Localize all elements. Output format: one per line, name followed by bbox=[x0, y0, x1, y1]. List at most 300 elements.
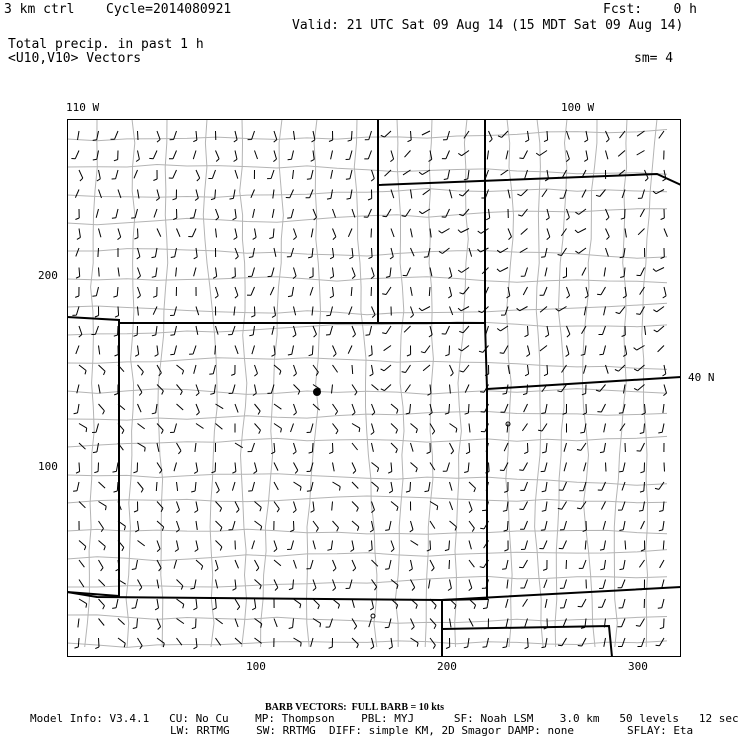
wind-barb bbox=[523, 287, 527, 295]
wind-barb bbox=[333, 209, 336, 218]
wind-barb bbox=[294, 385, 300, 395]
wind-barb bbox=[411, 580, 415, 591]
wind-barb bbox=[272, 209, 274, 218]
wind-barb bbox=[153, 307, 157, 315]
wind-barb bbox=[309, 268, 313, 278]
wind-barb bbox=[615, 365, 625, 371]
wind-barb bbox=[288, 346, 294, 356]
wind-barb bbox=[99, 365, 106, 375]
wind-barb bbox=[99, 580, 105, 586]
wind-barb bbox=[311, 229, 313, 238]
wind-barb bbox=[351, 287, 352, 296]
wind-barb bbox=[645, 170, 649, 181]
wind-barb bbox=[403, 170, 411, 175]
wind-barb bbox=[274, 404, 281, 409]
wind-barb bbox=[600, 560, 605, 570]
wind-barb bbox=[333, 229, 336, 240]
wind-barb bbox=[503, 385, 509, 395]
wind-barb bbox=[97, 170, 100, 181]
wind-barb bbox=[313, 580, 316, 591]
wind-barb bbox=[427, 443, 431, 454]
wind-barb bbox=[307, 424, 313, 433]
wind-barb bbox=[578, 599, 586, 607]
wind-barb bbox=[255, 502, 262, 512]
wind-barb bbox=[251, 307, 255, 318]
county-line bbox=[535, 119, 544, 647]
wind-barb bbox=[326, 307, 332, 316]
wind-barb bbox=[74, 404, 79, 414]
wind-barb bbox=[194, 268, 196, 277]
wind-barb bbox=[448, 580, 451, 591]
wind-barb bbox=[449, 560, 450, 569]
wind-barb bbox=[620, 560, 626, 570]
wind-barb bbox=[294, 482, 302, 491]
wind-barb bbox=[231, 365, 235, 375]
wind-barb bbox=[174, 560, 177, 569]
county-line bbox=[67, 641, 667, 648]
wind-barb bbox=[235, 170, 238, 179]
wind-barb bbox=[519, 560, 527, 568]
wind-barb bbox=[460, 365, 469, 372]
wind-barb bbox=[132, 599, 138, 608]
wind-barb bbox=[352, 560, 356, 571]
wind-barb bbox=[598, 599, 605, 607]
wind-barb bbox=[294, 463, 298, 474]
wind-barb bbox=[209, 365, 215, 374]
wind-barb bbox=[371, 229, 372, 238]
wind-barb bbox=[504, 521, 508, 531]
wind-barb bbox=[112, 599, 118, 608]
wind-barb bbox=[274, 463, 278, 471]
wind-barb bbox=[330, 248, 334, 259]
wind-barb bbox=[255, 424, 261, 434]
wind-barb bbox=[450, 521, 457, 531]
wind-barb bbox=[408, 131, 412, 142]
wind-barb bbox=[138, 443, 146, 452]
wind-barb bbox=[138, 638, 143, 649]
wind-barb bbox=[308, 248, 313, 258]
wind-barb bbox=[519, 463, 527, 471]
wind-barb bbox=[423, 365, 430, 371]
wind-barb bbox=[542, 482, 547, 492]
wind-barb bbox=[445, 346, 449, 356]
wind-barb bbox=[391, 541, 394, 552]
lon-label-110w: 110 W bbox=[66, 101, 100, 114]
wind-barb bbox=[385, 560, 391, 569]
wind-barb bbox=[637, 268, 645, 276]
wind-barb bbox=[210, 385, 215, 395]
wind-barb bbox=[352, 404, 355, 415]
wind-barb bbox=[95, 307, 99, 318]
wind-barb bbox=[519, 151, 527, 159]
wind-barb bbox=[498, 131, 508, 137]
wind-barb bbox=[234, 131, 237, 142]
wind-barb bbox=[544, 365, 548, 376]
wind-barb bbox=[134, 502, 138, 513]
wind-barb bbox=[352, 424, 360, 433]
wind-barb bbox=[99, 346, 100, 355]
wind-barb bbox=[252, 599, 256, 610]
wind-barb bbox=[352, 385, 357, 396]
wind-barb bbox=[372, 443, 374, 452]
wind-barb bbox=[333, 580, 336, 591]
wind-barb bbox=[273, 151, 276, 162]
wind-barb bbox=[421, 346, 430, 353]
wind-barb bbox=[294, 307, 296, 316]
wind-barb bbox=[79, 502, 85, 508]
wind-barb bbox=[501, 404, 509, 412]
wind-barb bbox=[157, 229, 161, 237]
wind-barb bbox=[352, 502, 358, 512]
wind-barb bbox=[313, 599, 319, 609]
wind-barb bbox=[255, 521, 262, 530]
wind-barb bbox=[625, 229, 626, 238]
wind-barb bbox=[294, 638, 302, 647]
vector-title: <U10,V10> Vectors bbox=[8, 51, 142, 66]
wind-barb bbox=[274, 482, 278, 490]
wind-barb bbox=[114, 151, 118, 161]
wind-barb bbox=[192, 619, 196, 629]
wind-barb bbox=[442, 326, 450, 334]
wind-barb bbox=[371, 268, 374, 279]
wind-barb bbox=[584, 151, 587, 162]
wind-barb bbox=[465, 404, 469, 414]
wind-barb bbox=[606, 248, 609, 257]
wind-barb bbox=[653, 307, 664, 312]
wind-barb bbox=[640, 482, 645, 492]
wind-barb bbox=[346, 170, 352, 179]
wind-barb bbox=[564, 443, 567, 452]
wind-barb bbox=[254, 463, 257, 474]
wind-barb bbox=[450, 385, 451, 394]
wind-barb bbox=[230, 190, 236, 200]
wind-barb bbox=[450, 307, 453, 315]
wind-barb bbox=[369, 541, 373, 552]
valid-time: Valid: 21 UTC Sat 09 Aug 14 (15 MDT Sat 09 Aug 14) bbox=[292, 18, 684, 33]
wind-barb bbox=[248, 482, 254, 491]
wind-barb bbox=[138, 404, 142, 412]
wind-barb bbox=[372, 385, 379, 391]
wind-barb bbox=[619, 599, 625, 608]
wind-barb bbox=[566, 346, 569, 357]
wind-barb bbox=[157, 619, 161, 630]
wind-barb bbox=[402, 365, 411, 373]
wind-barb bbox=[371, 424, 374, 435]
wind-barb bbox=[662, 580, 664, 589]
wind-barb bbox=[274, 502, 279, 513]
wind-barb bbox=[469, 560, 474, 567]
wind-barb bbox=[333, 599, 340, 609]
wind-barb bbox=[411, 424, 418, 434]
wind-barb bbox=[487, 151, 488, 160]
wind-barb bbox=[585, 287, 588, 298]
wind-barb bbox=[542, 443, 547, 453]
wind-barb bbox=[599, 346, 605, 355]
wind-barb bbox=[137, 268, 140, 279]
wind-barb bbox=[229, 385, 235, 394]
wind-barb-map bbox=[67, 119, 681, 657]
wind-barb bbox=[293, 229, 296, 240]
wind-barb bbox=[294, 560, 297, 569]
wind-barb bbox=[133, 463, 137, 473]
wind-barb bbox=[274, 131, 277, 142]
wind-barb bbox=[188, 229, 196, 237]
wind-barb bbox=[382, 326, 391, 334]
wind-barb bbox=[114, 482, 119, 492]
wind-barb bbox=[540, 346, 547, 352]
wind-barb bbox=[311, 502, 315, 513]
wind-barb bbox=[658, 424, 664, 434]
wind-barb bbox=[525, 326, 529, 337]
field-title: Total precip. in past 1 h bbox=[8, 37, 204, 52]
wind-barb bbox=[274, 619, 277, 627]
wind-barb bbox=[251, 190, 255, 198]
wind-barb bbox=[541, 463, 547, 472]
wind-barb bbox=[228, 326, 235, 335]
wind-barb bbox=[138, 131, 139, 140]
wind-barb bbox=[174, 463, 177, 472]
wind-barb bbox=[71, 151, 79, 159]
forecast-hour: Fcst: 0 h bbox=[603, 2, 697, 17]
wind-barb bbox=[115, 307, 119, 318]
wind-barb bbox=[235, 619, 238, 628]
wind-barb bbox=[450, 365, 454, 376]
wind-barb bbox=[469, 599, 476, 609]
wind-barb bbox=[349, 248, 353, 259]
wind-barb bbox=[234, 307, 235, 316]
wind-barb bbox=[216, 619, 223, 624]
wind-barb bbox=[663, 385, 666, 396]
wind-barb bbox=[216, 151, 220, 162]
wind-barb bbox=[600, 541, 606, 551]
wind-barb bbox=[369, 248, 373, 259]
wind-barb bbox=[352, 638, 358, 648]
wind-barb bbox=[138, 365, 144, 375]
wind-barb bbox=[369, 346, 373, 357]
wind-barb bbox=[507, 424, 508, 433]
wind-barb bbox=[458, 268, 469, 273]
wind-barb bbox=[274, 424, 282, 433]
wind-barb bbox=[173, 209, 177, 220]
wind-barb bbox=[79, 560, 84, 567]
wind-barb bbox=[483, 638, 489, 647]
wind-barb bbox=[541, 404, 547, 414]
wind-barb bbox=[663, 541, 664, 550]
wind-barb bbox=[152, 268, 157, 278]
wind-barb bbox=[327, 190, 333, 200]
wind-barb bbox=[79, 541, 86, 551]
wind-barb bbox=[560, 580, 567, 589]
wind-barb bbox=[333, 560, 337, 571]
wind-barb bbox=[391, 502, 398, 511]
wind-barb bbox=[312, 131, 315, 142]
wind-barb bbox=[152, 404, 157, 414]
wind-barb bbox=[382, 287, 391, 295]
wind-barb bbox=[216, 521, 222, 531]
wind-barb bbox=[641, 521, 645, 529]
wind-barb bbox=[346, 151, 352, 160]
wind-barb bbox=[333, 404, 338, 415]
wind-barb bbox=[503, 502, 508, 512]
nebraska-north-border bbox=[378, 119, 681, 185]
wind-barb bbox=[177, 580, 183, 590]
wind-barb bbox=[411, 619, 415, 630]
wind-barb bbox=[542, 190, 547, 197]
wind-barb bbox=[567, 287, 570, 298]
wind-barb bbox=[478, 229, 489, 234]
wind-barb bbox=[352, 365, 353, 374]
wind-barb bbox=[479, 346, 489, 353]
lat-label-40n: 40 N bbox=[688, 371, 715, 384]
wind-barb bbox=[333, 463, 335, 472]
wind-barb bbox=[99, 560, 104, 571]
wind-barb bbox=[138, 580, 142, 591]
wind-barb bbox=[313, 404, 320, 410]
wind-barb bbox=[118, 229, 121, 240]
wind-barb bbox=[503, 638, 509, 648]
wind-barb bbox=[405, 385, 410, 392]
wind-barb bbox=[640, 424, 645, 434]
wind-barb bbox=[196, 424, 204, 429]
wind-barb bbox=[112, 170, 118, 179]
wind-barb bbox=[330, 287, 334, 298]
wind-barb bbox=[329, 443, 333, 454]
wind-barb bbox=[255, 151, 258, 160]
county-line bbox=[67, 412, 667, 421]
wind-barb bbox=[458, 346, 469, 351]
oklahoma-border bbox=[442, 626, 612, 657]
wind-barb bbox=[293, 170, 294, 179]
wind-barb bbox=[524, 443, 528, 454]
wind-barb bbox=[450, 502, 453, 510]
wind-barb bbox=[286, 190, 294, 198]
wind-barb bbox=[619, 521, 625, 531]
wind-barb bbox=[216, 482, 220, 493]
wind-barb bbox=[391, 424, 398, 434]
wind-barb bbox=[274, 541, 277, 552]
wind-barb bbox=[310, 287, 313, 296]
wind-barb bbox=[149, 151, 157, 159]
wind-barb bbox=[272, 326, 274, 335]
wind-barb bbox=[235, 560, 239, 568]
wind-barb bbox=[213, 599, 217, 610]
wind-barb bbox=[329, 638, 333, 648]
wind-barb bbox=[504, 541, 508, 552]
wind-barb bbox=[99, 541, 106, 551]
wind-barb bbox=[406, 482, 411, 492]
wind-barb bbox=[372, 560, 378, 566]
wind-barb bbox=[352, 619, 357, 630]
wind-barb bbox=[235, 599, 240, 610]
wind-barb bbox=[170, 307, 176, 316]
wind-barb bbox=[352, 599, 354, 608]
wind-barb bbox=[193, 599, 197, 610]
county-line bbox=[67, 303, 667, 314]
wind-barb bbox=[566, 151, 569, 162]
wind-barb bbox=[136, 151, 139, 162]
wind-barb bbox=[450, 443, 454, 454]
wind-barb bbox=[157, 131, 160, 142]
wind-barb bbox=[73, 482, 79, 491]
wind-barb bbox=[557, 385, 566, 392]
wind-barb bbox=[469, 580, 472, 591]
wind-barb bbox=[291, 424, 294, 433]
wind-barb bbox=[584, 463, 586, 472]
wind-barb bbox=[541, 521, 547, 530]
wind-barb bbox=[409, 560, 412, 571]
wind-barb bbox=[372, 404, 375, 415]
wind-barb bbox=[559, 482, 567, 490]
wind-barb bbox=[658, 346, 664, 352]
wind-barb bbox=[536, 151, 547, 156]
wind-barb bbox=[606, 463, 607, 472]
wind-barb bbox=[215, 287, 218, 298]
wind-barb bbox=[134, 229, 138, 240]
wind-barb bbox=[327, 541, 332, 551]
wind-barb bbox=[352, 482, 358, 489]
wind-barb bbox=[113, 463, 119, 473]
wind-barb bbox=[152, 248, 158, 258]
wind-barb bbox=[385, 619, 391, 628]
wind-barb bbox=[411, 190, 412, 199]
wind-barb bbox=[575, 229, 586, 233]
wind-barb bbox=[114, 385, 118, 395]
county-line bbox=[354, 119, 377, 647]
wind-barb bbox=[501, 170, 508, 175]
wind-barb bbox=[464, 463, 469, 473]
wind-barb bbox=[661, 209, 665, 220]
wind-barb bbox=[469, 502, 472, 513]
wind-barb bbox=[638, 229, 644, 235]
county-line bbox=[67, 389, 667, 395]
wind-barb bbox=[313, 541, 315, 550]
wind-barb bbox=[79, 599, 87, 608]
wind-barb bbox=[233, 209, 237, 220]
wind-barb bbox=[118, 268, 119, 277]
wind-barb bbox=[391, 229, 394, 238]
wind-barb bbox=[347, 190, 353, 200]
wind-barb bbox=[389, 482, 392, 493]
wind-barb bbox=[606, 229, 610, 240]
wind-barb bbox=[235, 638, 242, 644]
wind-barb bbox=[606, 209, 610, 220]
wind-barb bbox=[660, 619, 664, 629]
wind-barb bbox=[430, 560, 434, 571]
wind-barb bbox=[502, 560, 508, 569]
wind-barb bbox=[169, 170, 177, 178]
wind-barb bbox=[659, 131, 664, 138]
wind-barb bbox=[575, 248, 586, 253]
wind-barb bbox=[112, 209, 118, 218]
wind-barb bbox=[566, 209, 569, 220]
wind-barb bbox=[247, 287, 255, 295]
wind-barb bbox=[664, 463, 665, 472]
wind-barb bbox=[582, 268, 586, 276]
wind-barb bbox=[331, 170, 333, 179]
wind-barb bbox=[625, 541, 626, 550]
wind-barb bbox=[604, 268, 605, 277]
wind-barb bbox=[406, 404, 411, 414]
wind-barb bbox=[411, 287, 413, 296]
wind-barb bbox=[634, 385, 644, 391]
wind-barb bbox=[497, 268, 508, 272]
wind-barb bbox=[507, 580, 508, 589]
wind-barb bbox=[444, 170, 450, 180]
wind-barb bbox=[430, 638, 435, 649]
wind-barb bbox=[478, 248, 489, 252]
wind-barb bbox=[370, 599, 373, 610]
wind-barb bbox=[189, 346, 196, 355]
